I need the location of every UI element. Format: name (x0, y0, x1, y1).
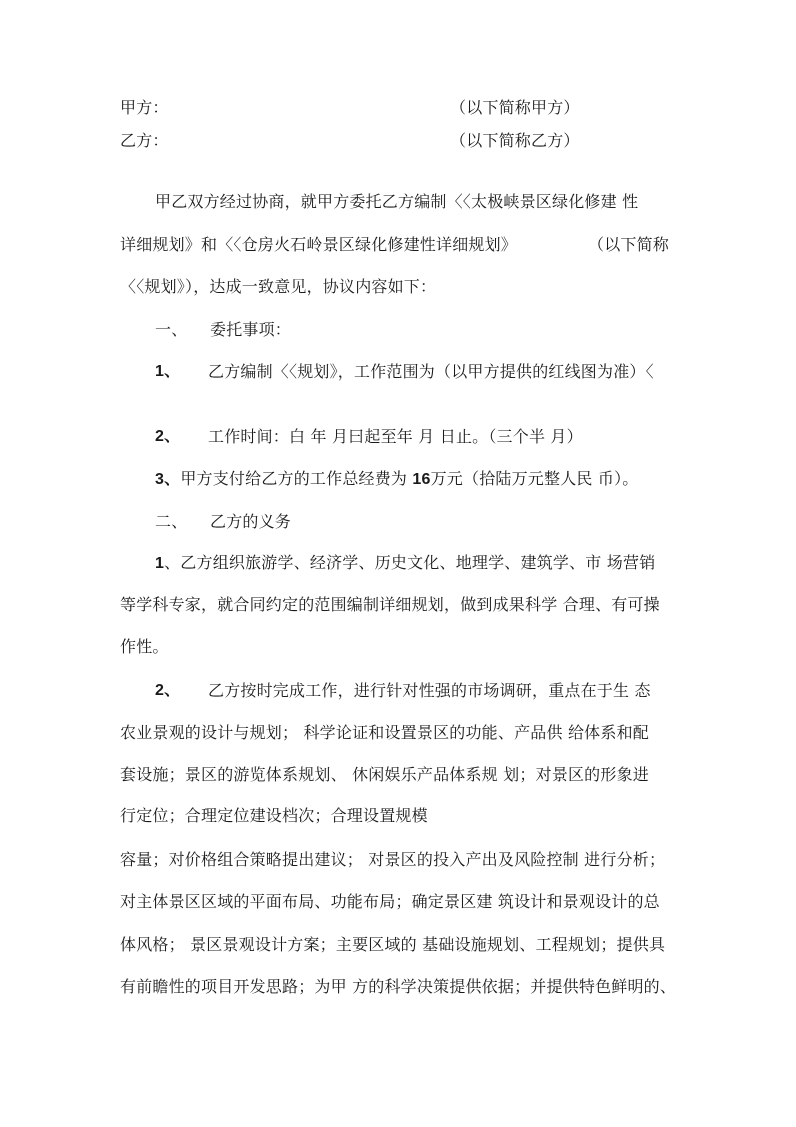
section1-item3-text-b: 万元（拾陆万元整人民 币）。 (430, 469, 639, 488)
section1-item2-num: 2、 (155, 428, 181, 445)
party-b-label: 乙方： (120, 131, 169, 150)
section2-item2-line-1: 乙方按时完成工作，进行针对性强的市场调研，重点在于生 态 (208, 681, 651, 700)
section1-item3-num: 3、 (155, 471, 181, 488)
intro-line-2a: 详细规划》和〈〈仓房火石岭景区绿化修建性详细规划》 (120, 235, 518, 254)
continuation-line-3: 体风格； 景区景观设计方案；主要区域的 基础设施规划、工程规划；提供具 (120, 935, 666, 954)
section1-heading-num: 一、 (155, 320, 188, 339)
section2-item1-text: 、乙方组织旅游学、经济学、历史文化、地理学、建筑学、市 场营销 (164, 553, 656, 572)
section2-heading-text: 乙方的义务 (210, 512, 292, 531)
section2-item1-line-1 (155, 553, 655, 574)
section2-item1-line-2: 等学科专家，就合同约定的范围编制详细规划，做到成果科学 合理、有可操 (120, 595, 660, 614)
section1-item2-text: 工作时间：白 年 月曰起至年 月 日止。（三个半 月） (208, 427, 583, 446)
section2-item2-line-3: 套设施；景区的游览体系规划、 休闲娱乐产品体系规 划；对景区的形象进 (120, 765, 649, 784)
section1-item3-amount: 16 (412, 471, 431, 488)
party-b-note: （以下简称乙方） (450, 131, 580, 150)
party-a-note: （以下简称甲方） (450, 98, 580, 117)
section1-heading-text: 委托事项： (210, 320, 292, 339)
section2-item2-line-4: 行定位；合理定位建设档次；合理设置规模 (120, 806, 428, 825)
section2-item1-line-3: 作性。 (120, 637, 169, 656)
section2-item1-num: 1 (155, 555, 165, 572)
continuation-line-2: 对主体景区区域的平面布局、功能布局；确定景区建 筑设计和景观设计的总 (120, 892, 660, 911)
intro-line-3: 〈〈规划》），达成一致意见，协议内容如下： (120, 277, 437, 296)
section2-item2-line-2: 农业景观的设计与规划； 科学论证和设置景区的功能、产品供 给体系和配 (120, 723, 649, 742)
intro-line-1: 甲乙双方经过协商，就甲方委托乙方编制〈〈太极峡景区绿化修建 性 (155, 192, 639, 211)
section2-heading-num: 二、 (155, 512, 188, 531)
section1-item1-text: 乙方编制〈〈规划》，工作范围为（以甲方提供的红线图为准）〈 (208, 362, 654, 381)
section1-item3-text-a: 甲方支付给乙方的工作总经费为 (180, 469, 413, 488)
continuation-line-4: 有前瞻性的项目开发思路；为甲 方的科学决策提供依据；并提供特色鲜明的、 (120, 977, 677, 996)
section2-item2-num: 2、 (155, 682, 181, 699)
party-a-label: 甲方： (120, 98, 169, 117)
section1-item1-num: 1、 (155, 363, 181, 380)
section1-item3 (155, 469, 639, 490)
continuation-line-1: 容量；对价格组合策略提出建议； 对景区的投入产出及风险控制 进行分析； (120, 850, 666, 869)
intro-line-2b: （以下简称 (588, 235, 670, 254)
